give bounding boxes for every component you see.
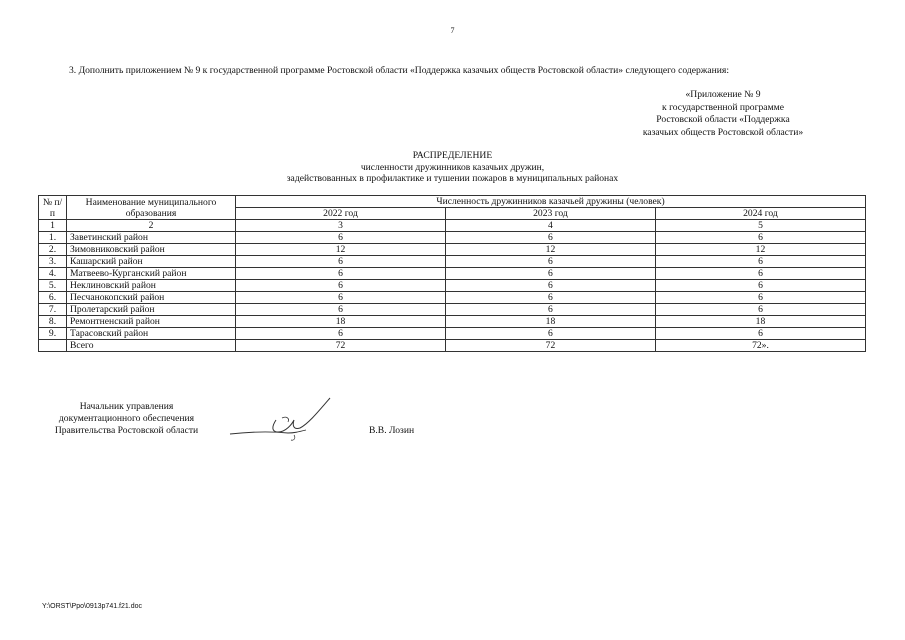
document-title: [0, 150, 905, 185]
row-num: 4.: [39, 268, 67, 280]
row-value-2022: 6: [236, 304, 446, 316]
total-row: [39, 340, 866, 352]
total-num: [39, 340, 67, 352]
row-value-2024: 6: [655, 268, 865, 280]
total-value-2023: 72: [445, 340, 655, 352]
header-name: Наименование муниципального образования: [67, 196, 236, 220]
index-cell: 2: [67, 220, 236, 232]
appendix-line-4: казачьих обществ Ростовской области»: [642, 126, 804, 138]
header-year-2023: 2023 год: [445, 208, 655, 220]
row-num: 7.: [39, 304, 67, 316]
table-row: [39, 244, 866, 256]
total-label: Всего: [67, 340, 236, 352]
table-header-row: [39, 196, 866, 208]
row-value-2023: 6: [445, 232, 655, 244]
signer-line-2: документационного обеспечения: [58, 413, 195, 424]
row-value-2022: 6: [236, 232, 446, 244]
row-value-2024: 6: [655, 292, 865, 304]
row-name: Тарасовский район: [67, 328, 236, 340]
row-value-2023: 6: [445, 280, 655, 292]
row-value-2024: 6: [655, 280, 865, 292]
header-year-2024: 2024 год: [655, 208, 865, 220]
title-line-2: численности дружинников казачьих дружин,: [360, 161, 545, 173]
row-name: Песчанокопский район: [67, 292, 236, 304]
row-value-2022: 6: [236, 256, 446, 268]
row-name: Матвеево-Курганский район: [67, 268, 236, 280]
header-group: Численность дружинников казачьей дружины (человек): [236, 196, 866, 208]
signer-line-1: Начальник управления: [79, 401, 174, 412]
row-value-2024: 18: [655, 316, 865, 328]
total-value-2022: 72: [236, 340, 446, 352]
row-value-2023: 6: [445, 268, 655, 280]
signer-position: [44, 401, 209, 437]
row-value-2023: 6: [445, 292, 655, 304]
table-row: [39, 256, 866, 268]
row-name: Пролетарский район: [67, 304, 236, 316]
table-row: [39, 328, 866, 340]
total-value-2024: 72».: [655, 340, 865, 352]
handwritten-signature: [228, 394, 338, 444]
table-row: [39, 280, 866, 292]
row-value-2024: 6: [655, 232, 865, 244]
row-num: 9.: [39, 328, 67, 340]
document-file-path: Y:\ORST\Ppo\0913p741.f21.doc: [42, 603, 143, 610]
distribution-table: [38, 195, 866, 352]
row-name: Ремонтненский район: [67, 316, 236, 328]
index-cell: 4: [445, 220, 655, 232]
row-value-2022: 6: [236, 292, 446, 304]
signer-name: В.В. Лозин: [369, 425, 415, 436]
row-value-2022: 6: [236, 280, 446, 292]
row-value-2024: 6: [655, 328, 865, 340]
row-num: 2.: [39, 244, 67, 256]
table-row: [39, 316, 866, 328]
signer-line-3: Правительства Ростовской области: [54, 425, 199, 436]
row-value-2023: 6: [445, 304, 655, 316]
appendix-line-2: к государственной программе: [662, 101, 784, 113]
row-name: Кашарский район: [67, 256, 236, 268]
row-num: 6.: [39, 292, 67, 304]
intro-paragraph: 3. Дополнить приложением № 9 к государственной программе Ростовской области «Поддержка казачьих обществ Ростовской области» следующего содержания:: [69, 65, 730, 76]
appendix-line-1: «Приложение № 9: [685, 89, 761, 100]
appendix-line-3: Ростовской области «Поддержка: [656, 114, 790, 125]
row-value-2023: 12: [445, 244, 655, 256]
row-value-2024: 6: [655, 304, 865, 316]
row-name: Заветинский район: [67, 232, 236, 244]
index-cell: 5: [655, 220, 865, 232]
row-value-2022: 12: [236, 244, 446, 256]
row-value-2023: 18: [445, 316, 655, 328]
row-value-2024: 6: [655, 256, 865, 268]
table-row: [39, 292, 866, 304]
row-name: Неклиновский район: [67, 280, 236, 292]
table-row: [39, 268, 866, 280]
row-num: 5.: [39, 280, 67, 292]
row-name: Зимовниковский район: [67, 244, 236, 256]
page-number: 7: [450, 26, 455, 35]
row-num: 8.: [39, 316, 67, 328]
row-value-2023: 6: [445, 256, 655, 268]
row-value-2024: 12: [655, 244, 865, 256]
row-value-2022: 6: [236, 328, 446, 340]
row-num: 3.: [39, 256, 67, 268]
row-value-2023: 6: [445, 328, 655, 340]
appendix-heading: [603, 89, 843, 139]
title-line-1: РАСПРЕДЕЛЕНИЕ: [412, 150, 493, 161]
header-num: № п/п: [39, 196, 67, 220]
index-cell: 1: [39, 220, 67, 232]
row-num: 1.: [39, 232, 67, 244]
table-row: [39, 232, 866, 244]
row-value-2022: 6: [236, 268, 446, 280]
index-row: [39, 220, 866, 232]
row-value-2022: 18: [236, 316, 446, 328]
title-line-3: задействованных в профилактике и тушении пожаров в муниципальных районах: [286, 173, 619, 184]
header-year-2022: 2022 год: [236, 208, 446, 220]
index-cell: 3: [236, 220, 446, 232]
table-row: [39, 304, 866, 316]
